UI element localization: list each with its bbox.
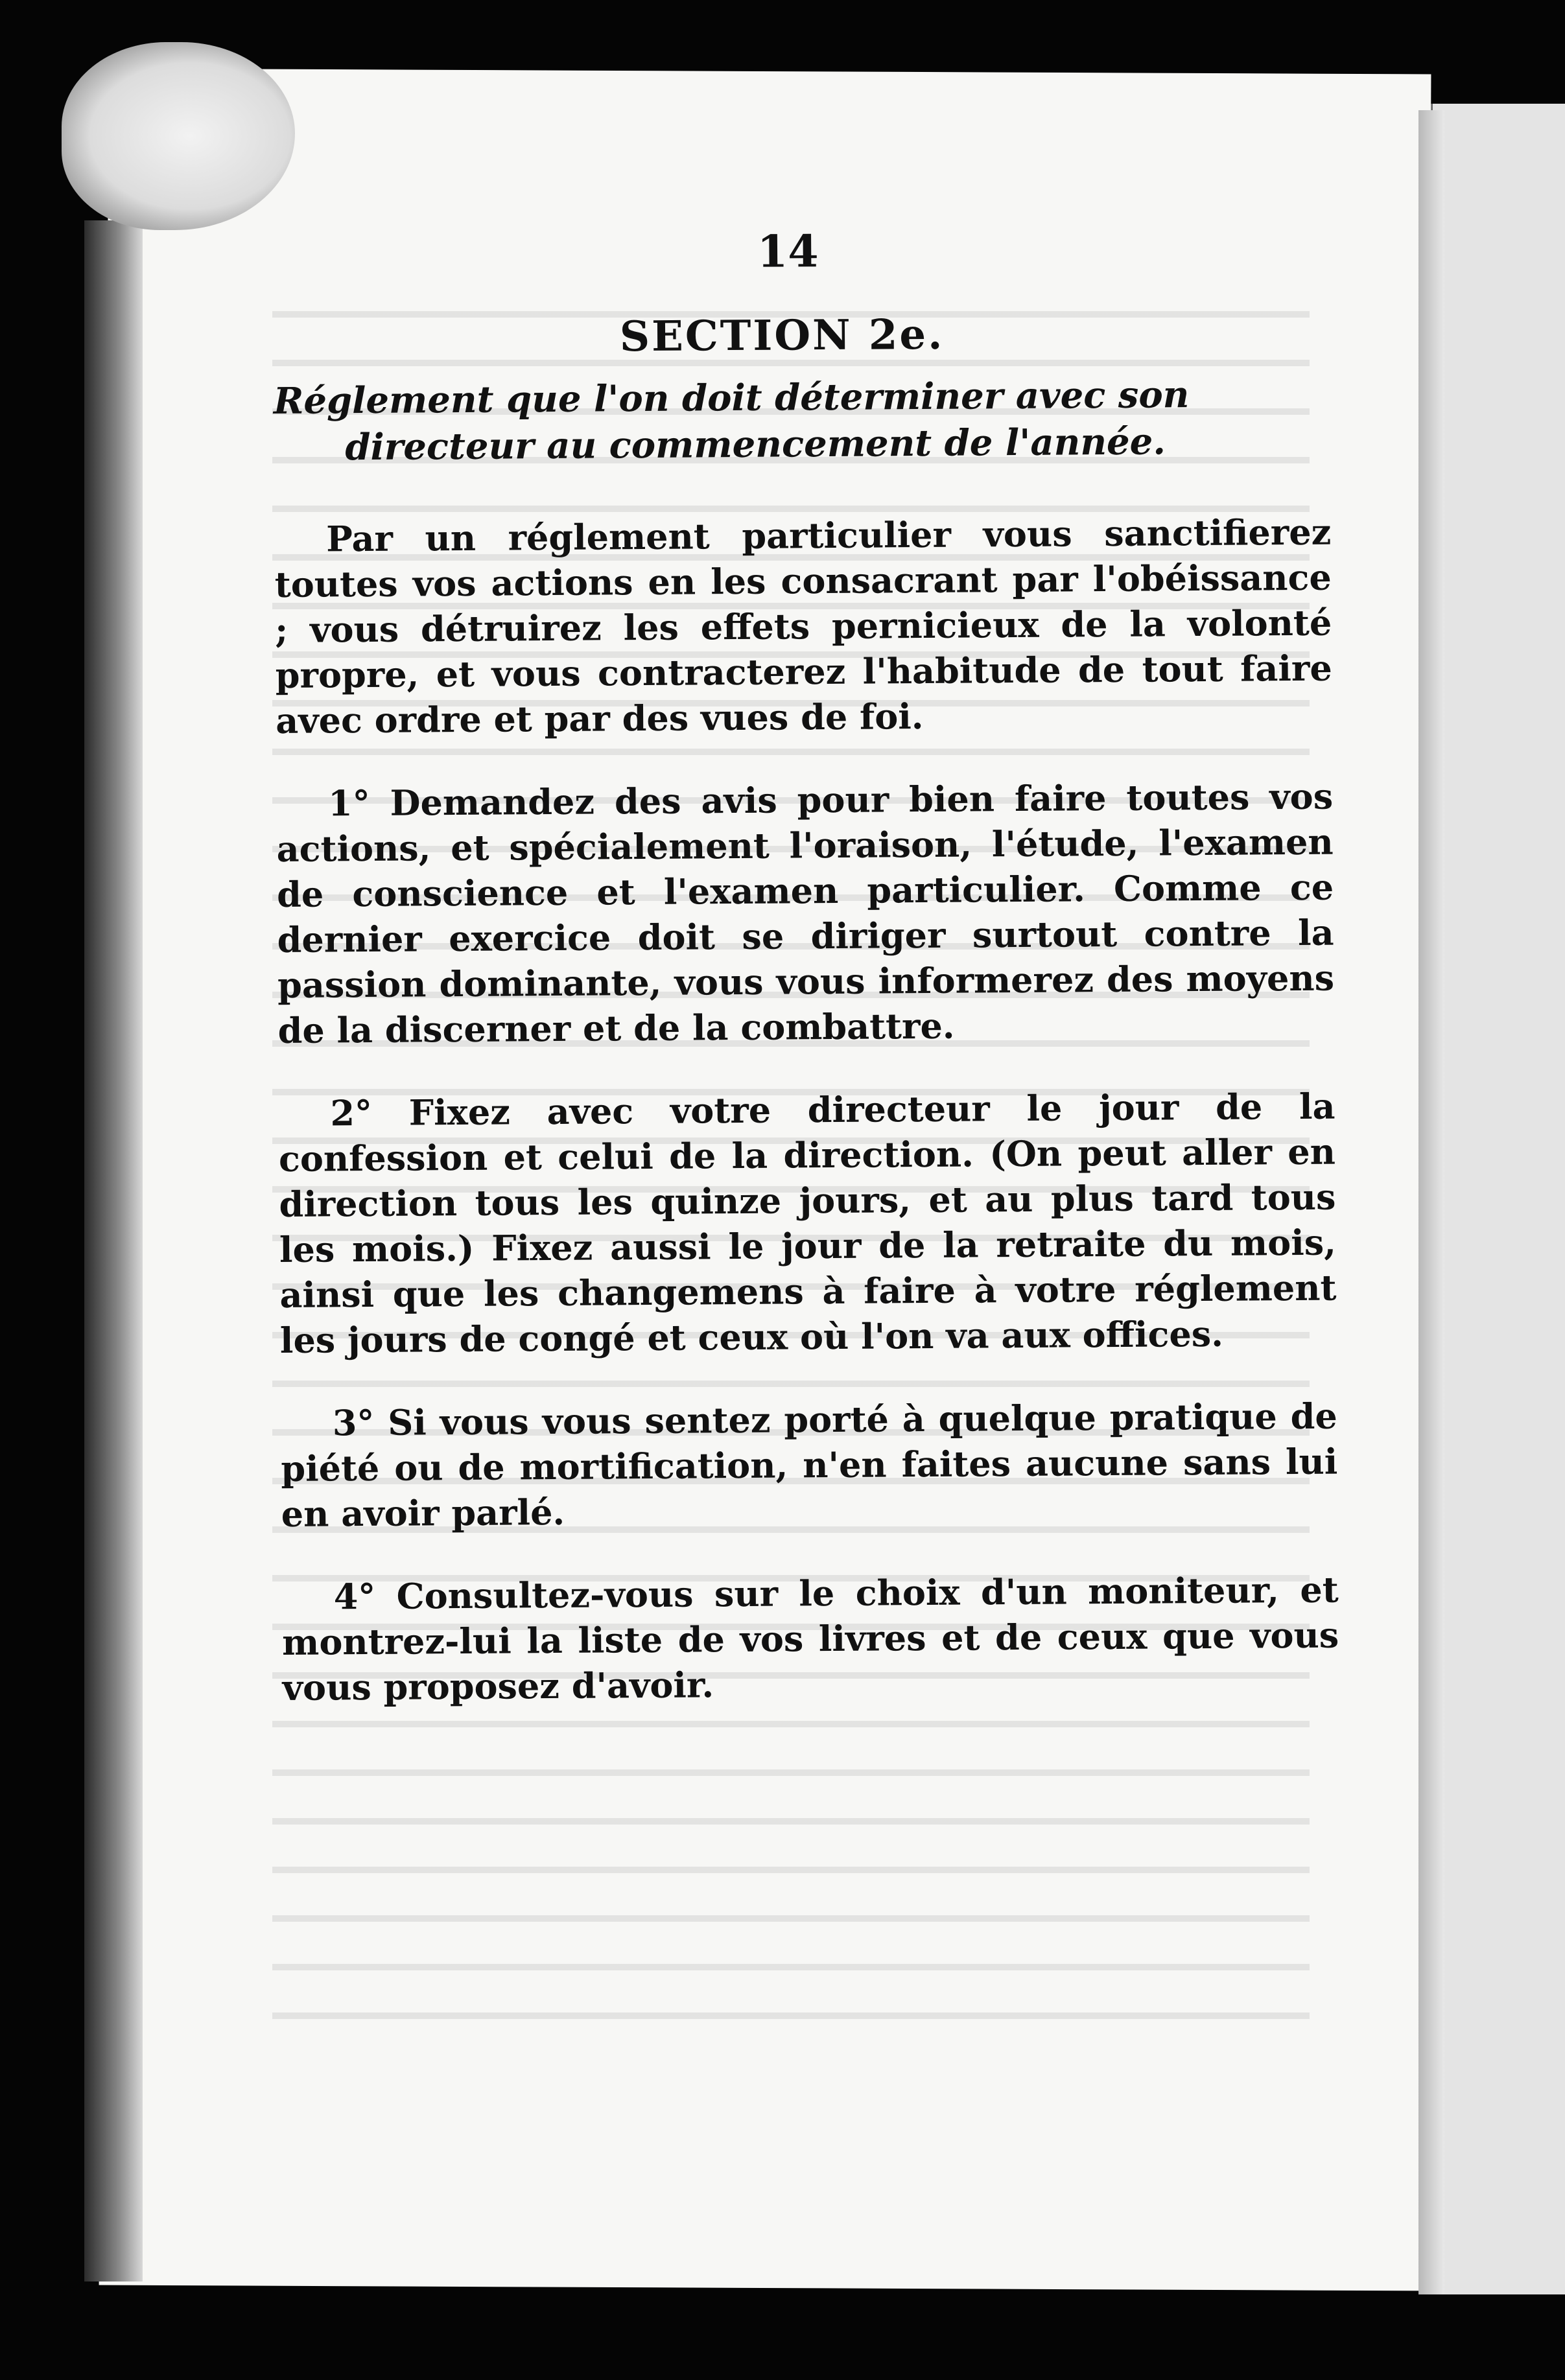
binding-shadow <box>84 220 143 2281</box>
section-title: SECTION 2e. <box>619 310 945 362</box>
adjacent-page-edge <box>1426 104 1565 2294</box>
page-number: 14 <box>757 226 819 278</box>
page-edge <box>1418 110 1444 2294</box>
rule-paragraph-3: 3° Si vous vous sentez porté à quelque pratique de piété ou de mortification, n'en faites aucune sans lui en avoir parlé. <box>281 1395 1338 1535</box>
section-subtitle: Réglement que l'on doit déterminer avec son directeur au commencement de l'année. <box>273 373 1190 469</box>
intro-paragraph: Par un réglement particulier vous sanctifierez toutes vos actions en les consacrant par l'obéissance ; vous détruirez les effets pernicieux de la volonté propre, et vous contracterez l'habitude de tout faire avec ordre et par des vues de foi. <box>274 511 1332 741</box>
rule-paragraph-4: 4° Consultez-vous sur le choix d'un moniteur, et montrez-lui la liste de vos livres et de ceux que vous vous proposez d'avoir. <box>281 1569 1339 1709</box>
rule-paragraph-2: 2° Fixez avec votre directeur le jour de la confession et celui de la direction. (On peut aller en direction tous les quinze jours, et au plus tard tous les mois.) Fixez aussi le jour de la retraite du mois, ainsi que les changemens à faire à votre réglement les jours de congé et ceux où l'on va aux offices. <box>278 1085 1337 1361</box>
page-text <box>272 226 1339 1748</box>
rule-paragraph-1: 1° Demandez des avis pour bien faire toutes vos actions, et spécialement l'oraison, l'étude, l'examen de conscience et l'examen particulier. Comme ce dernier exercice doit se diriger surtout contre la passion dominante, vous vous informerez des moyens de la discerner et de la combattre. <box>276 775 1335 1051</box>
